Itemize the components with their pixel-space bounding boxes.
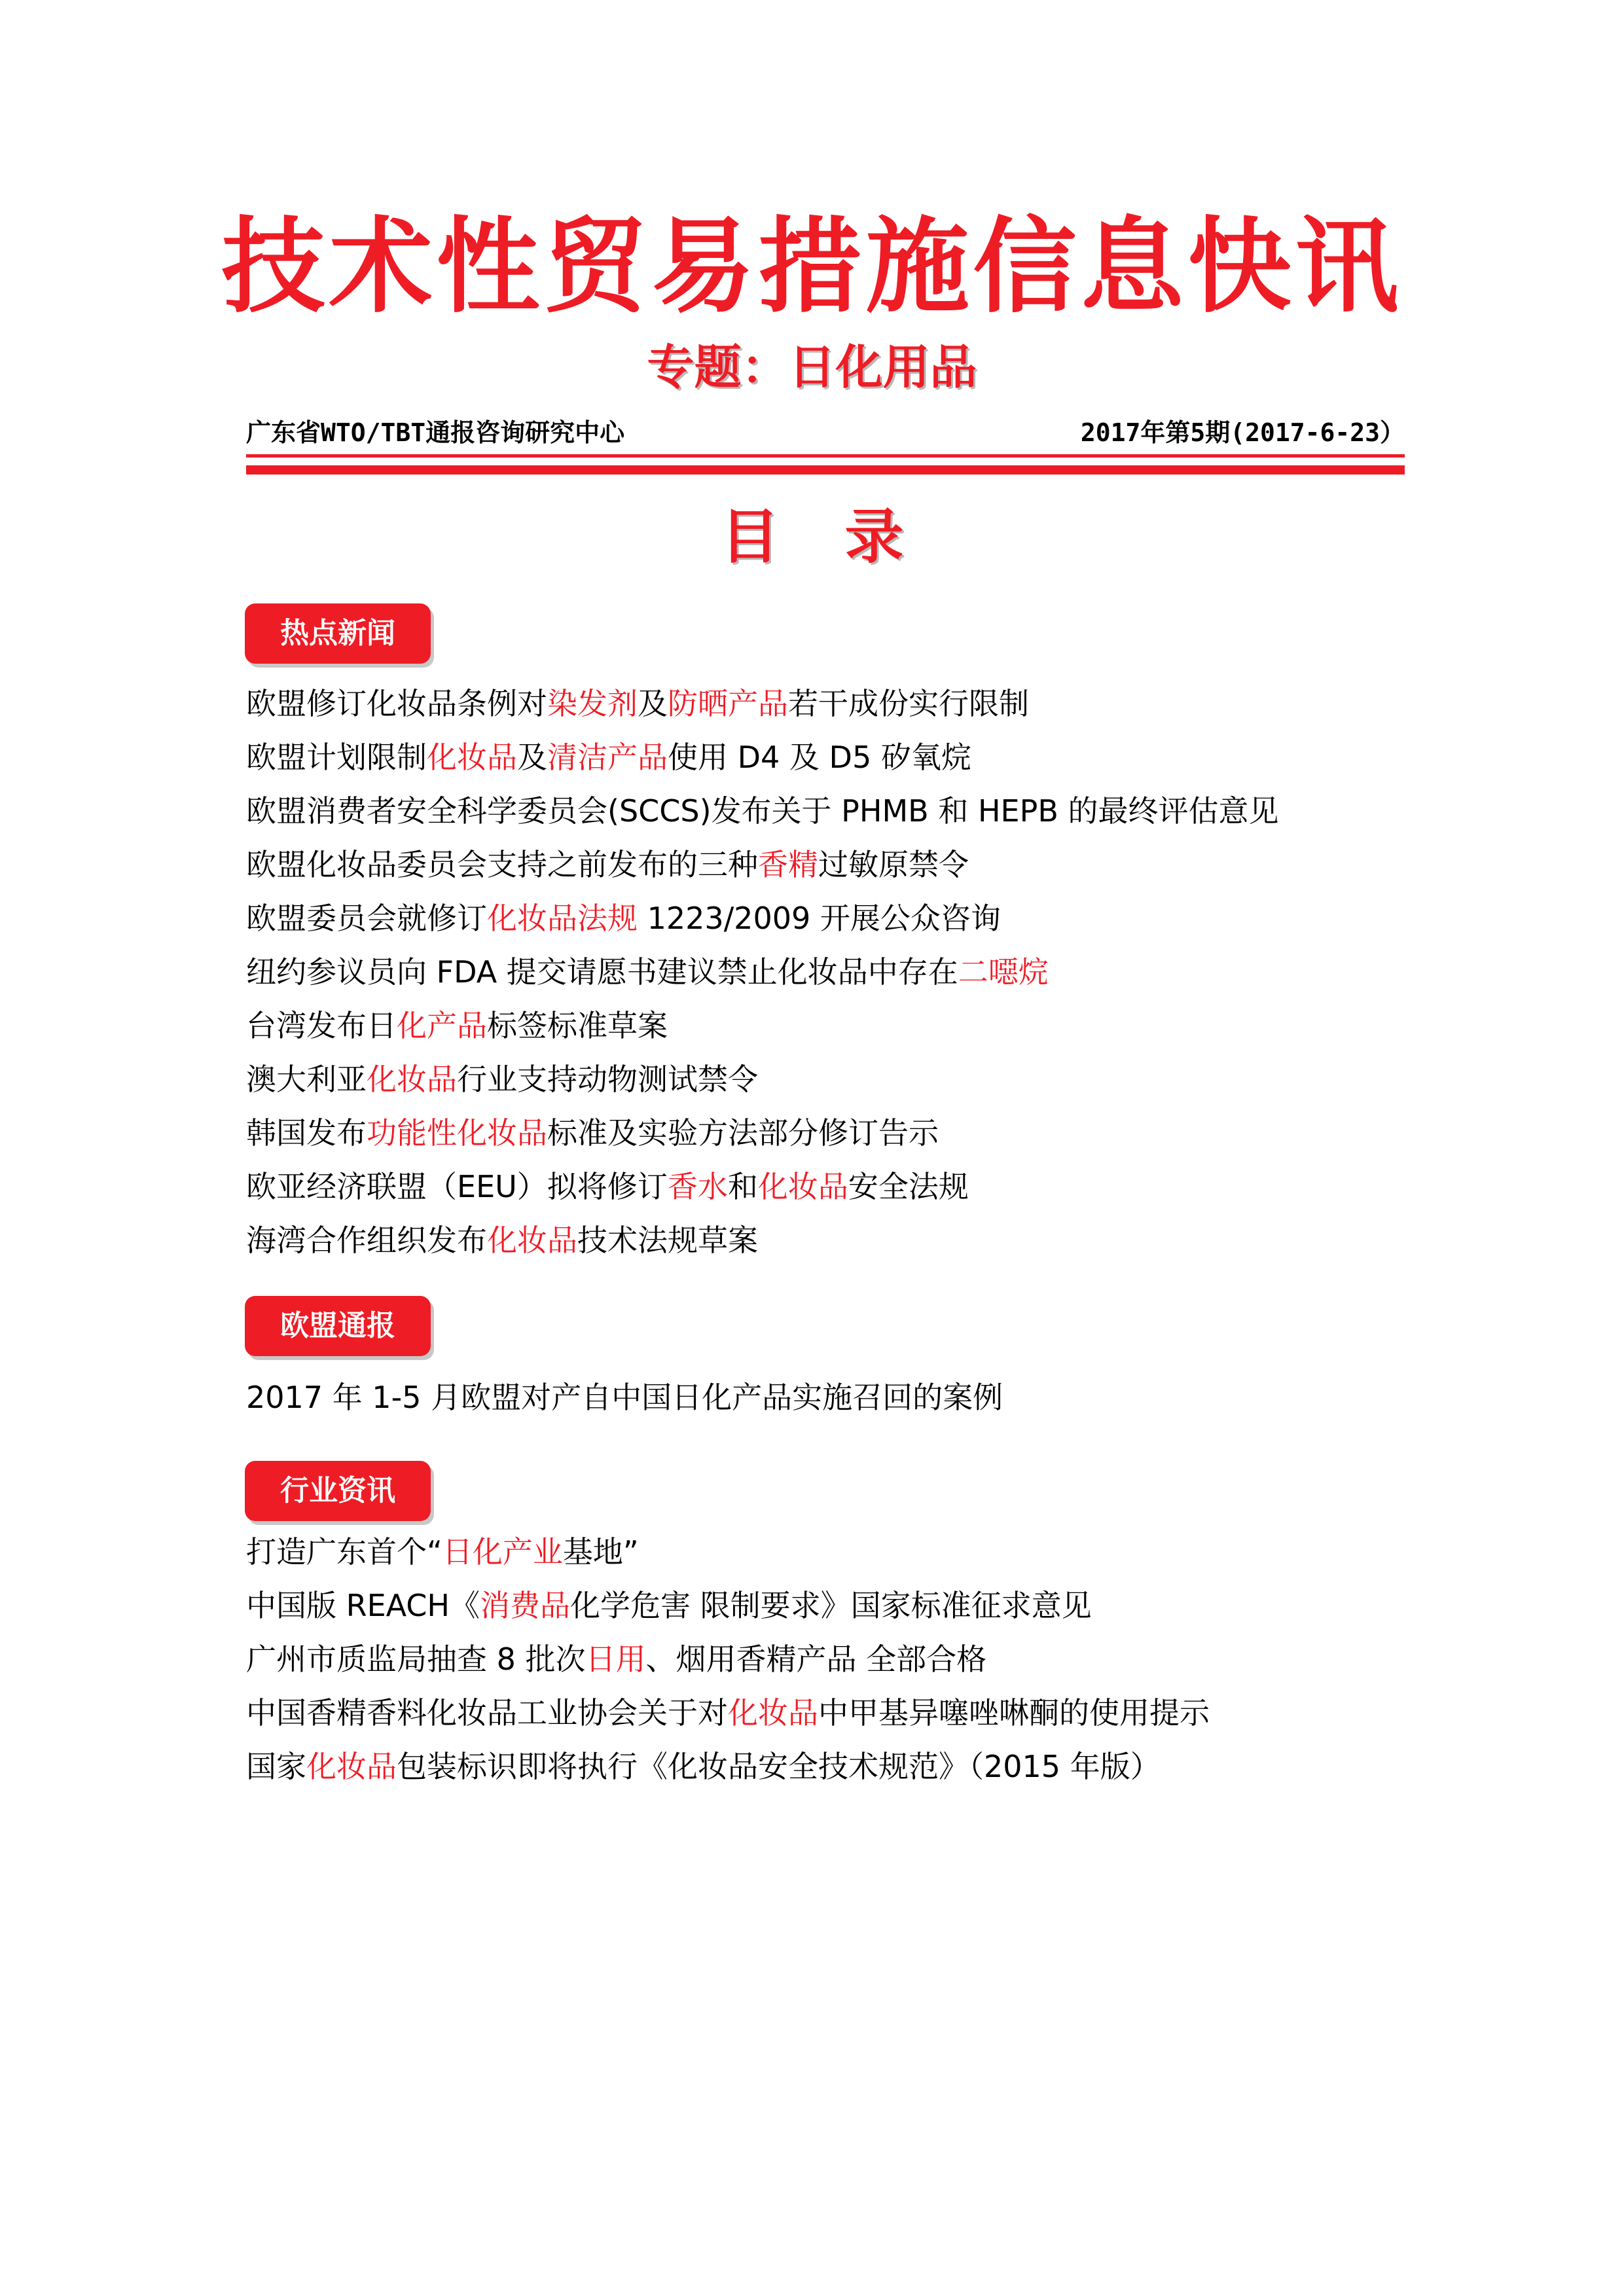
toc-entry-keyword: 化产品: [397, 1008, 487, 1043]
toc-entry-keyword: 日用: [585, 1641, 646, 1677]
newsletter-title: 技术性贸易措施信息快讯: [221, 207, 1403, 327]
toc-entry-keyword: 化妆品: [306, 1749, 397, 1784]
toc-entry-text: 欧盟消费者安全科学委员会(SCCS)发布关于 PHMB 和 HEPB 的最终评估意见: [246, 793, 1279, 829]
toc-entry[interactable]: [246, 1632, 1424, 1686]
toc-entry-text: 标准及实验方法部分修订告示: [547, 1115, 939, 1151]
toc-entry[interactable]: [246, 1052, 1424, 1106]
toc-entry-keyword: 功能性化妆品: [367, 1115, 547, 1151]
publication-info: [246, 416, 1405, 449]
toc-entry[interactable]: [246, 1525, 1424, 1579]
toc-entry-text: 行业支持动物测试禁令: [457, 1062, 758, 1097]
toc-list-hot-news: [246, 677, 1424, 1267]
toc-entry-keyword: 二噁烷: [958, 954, 1049, 990]
toc-entry[interactable]: [246, 1579, 1424, 1632]
toc-entry[interactable]: [246, 730, 1424, 784]
toc-entry-text: 欧亚经济联盟（EEU）拟将修订: [246, 1169, 668, 1204]
toc-entry[interactable]: [246, 838, 1424, 891]
toc-entry[interactable]: [246, 784, 1424, 838]
toc-entry-text: 欧盟委员会就修订: [246, 901, 487, 936]
toc-entry-text: 广州市质监局抽查 8 批次: [246, 1641, 586, 1677]
section-tag-industry-news: 行业资讯: [245, 1461, 431, 1521]
toc-entry[interactable]: [246, 999, 1424, 1052]
toc-entry[interactable]: [246, 677, 1424, 730]
toc-entry-text: 澳大利亚: [246, 1062, 367, 1097]
toc-entry-text: 韩国发布: [246, 1115, 367, 1151]
toc-entry-text: 基地”: [562, 1534, 639, 1570]
toc-entry[interactable]: [246, 1740, 1424, 1793]
toc-entry-text: 中甲基异噻唑啉酮的使用提示: [818, 1695, 1210, 1731]
toc-entry-text: 及: [517, 740, 547, 775]
toc-list-industry-news: [246, 1525, 1424, 1793]
toc-entry-text: 中国版 REACH《: [246, 1588, 480, 1623]
toc-entry-text: 欧盟化妆品委员会支持之前发布的三种: [246, 847, 758, 882]
section-tag-hot-news: 热点新闻: [245, 603, 431, 664]
toc-entry-text: 纽约参议员向 FDA 提交请愿书建议禁止化妆品中存在: [246, 954, 958, 990]
toc-entry[interactable]: [246, 1106, 1424, 1160]
toc-entry-text: 包装标识即将执行《化妆品安全技术规范》（2015 年版）: [397, 1749, 1161, 1784]
toc-entry[interactable]: [246, 891, 1424, 945]
issue-number: 2017年第5期(2017-6-23）: [1080, 418, 1405, 447]
toc-entry-keyword: 清洁产品: [547, 740, 668, 775]
toc-entry-text: 打造广东首个“: [246, 1534, 442, 1570]
toc-entry[interactable]: [246, 945, 1424, 999]
toc-entry-text: 技术法规草案: [577, 1223, 758, 1258]
toc-list-eu-notifications: [246, 1371, 1424, 1424]
toc-entry-text: 台湾发布日: [246, 1008, 397, 1043]
toc-entry-keyword: 化妆品: [427, 740, 517, 775]
toc-entry-keyword: 消费品: [480, 1588, 571, 1623]
toc-entry-text: 及: [638, 686, 668, 721]
toc-entry-text: 2017 年 1-5 月欧盟对产自中国日化产品实施召回的案例: [246, 1380, 1003, 1415]
toc-entry-keyword: 日化产业: [442, 1534, 563, 1570]
toc-entry-text: 国家: [246, 1749, 306, 1784]
toc-entry-keyword: 化妆品: [367, 1062, 457, 1097]
toc-entry-text: 过敏原禁令: [818, 847, 969, 882]
toc-entry-keyword: 化妆品: [757, 1169, 848, 1204]
toc-entry-text: 安全法规: [848, 1169, 969, 1204]
toc-entry-text: 中国香精香料化妆品工业协会关于对: [246, 1695, 728, 1731]
toc-entry-text: 、烟用香精产品 全部合格: [645, 1641, 987, 1677]
toc-entry-text: 欧盟修订化妆品条例对: [246, 686, 547, 721]
newsletter-subtitle: 专题：日化用品: [647, 340, 977, 395]
toc-entry-keyword: 化妆品: [487, 1223, 577, 1258]
toc-entry[interactable]: [246, 1160, 1424, 1213]
toc-entry-text: 欧盟计划限制: [246, 740, 427, 775]
toc-entry-text: 和: [727, 1169, 758, 1204]
header-divider-thick: [246, 465, 1405, 475]
toc-entry-keyword: 化妆品: [728, 1695, 818, 1731]
publisher-name: 广东省WTO/TBT通报咨询研究中心: [246, 418, 625, 447]
toc-entry-keyword: 防晒产品: [668, 686, 788, 721]
toc-entry-keyword: 香水: [667, 1169, 728, 1204]
toc-entry-keyword: 染发剂: [547, 686, 638, 721]
toc-entry-text: 使用 D4 及 D5 矽氧烷: [668, 740, 971, 775]
toc-entry-text: 1223/2009 开展公众咨询: [638, 901, 1001, 936]
toc-heading: 目录: [720, 503, 969, 571]
header-divider-thin: [246, 454, 1405, 457]
toc-entry[interactable]: [246, 1686, 1424, 1740]
toc-entry-text: 标签标准草案: [487, 1008, 668, 1043]
toc-entry-text: 若干成份实行限制: [788, 686, 1029, 721]
toc-entry[interactable]: [246, 1213, 1424, 1267]
toc-entry-keyword: 化妆品法规: [487, 901, 638, 936]
section-tag-eu-notifications: 欧盟通报: [245, 1296, 431, 1356]
toc-entry[interactable]: [246, 1371, 1424, 1424]
toc-entry-keyword: 香精: [758, 847, 818, 882]
toc-entry-text: 化学危害 限制要求》国家标准征求意见: [570, 1588, 1092, 1623]
toc-entry-text: 海湾合作组织发布: [246, 1223, 487, 1258]
